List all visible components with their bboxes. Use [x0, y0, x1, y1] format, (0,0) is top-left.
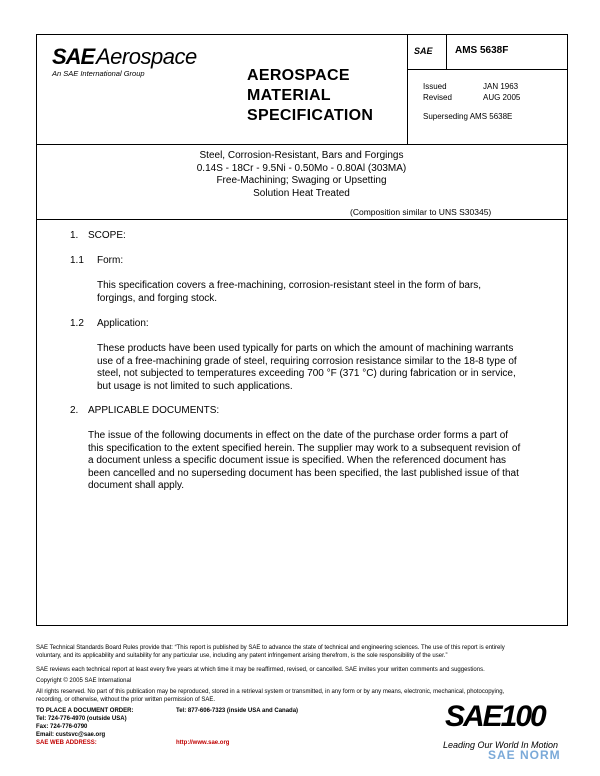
- issued-label: Issued: [423, 82, 447, 91]
- revised-date: AUG 2005: [483, 93, 521, 102]
- web-address-link[interactable]: http://www.sae.org: [176, 740, 230, 746]
- title-block-line-3: Free-Machining; Swaging or Upsetting: [216, 175, 387, 186]
- title-block-line-4: Solution Heat Treated: [253, 187, 350, 199]
- web-address-label: SAE WEB ADDRESS:: [36, 740, 97, 746]
- paragraph-line: This specification covers a free-machining, corrosion-resistant steel in the form of bars,: [97, 280, 482, 291]
- paragraph-line: steel, not subjected to temperatures exceeding 700 °F (371 °C) during fabrication or in service,: [97, 368, 516, 379]
- section-2-number: 2.: [70, 405, 79, 416]
- ams-number: AMS 5638F: [455, 45, 509, 56]
- issued-date: JAN 1963: [483, 82, 519, 91]
- section-1-2-paragraph: [97, 343, 517, 393]
- paragraph-line: a document unless a specific document issue is specified. When the referenced document has: [88, 455, 507, 466]
- section-1-1-heading: Form:: [97, 255, 124, 266]
- section-2-paragraph: [88, 430, 520, 493]
- copyright-note: Copyright © 2005 SAE International: [36, 678, 132, 684]
- document-type-title: [247, 66, 373, 126]
- rules-line: SAE Technical Standards Board Rules provide that: “This report is published by SAE to advance the state of technical and engineering sciences. The use of this report is entirely: [36, 645, 505, 651]
- review-note: SAE reviews each technical report at least every five years at which time it may be reaffirmed, revised, or cancelled. SAE invites your written comments and suggestions.: [36, 667, 485, 673]
- aerospace-logo-text: Aerospace: [96, 44, 197, 69]
- paragraph-line: been cancelled and no superseding document has been specified, the last published issue of that: [88, 467, 519, 479]
- rights-line: All rights reserved. No part of this publication may be reproduced, stored in a retrieval system or transmitted, in any form or by any means, electronic, mechanical, photocopying,: [36, 689, 505, 695]
- section-2-heading: APPLICABLE DOCUMENTS:: [88, 405, 220, 416]
- header-vertical-divider: [407, 34, 408, 144]
- section-1-2-heading: Application:: [97, 318, 149, 329]
- outside-phone: Tel: 724-776-4970 (outside USA): [36, 716, 127, 722]
- sae-norm-watermark: SAE NORM: [488, 748, 561, 762]
- rules-line: voluntary, and its applicability and suitability for any particular use, including any patent infringement arising therefrom, is the sole responsibility of the user.”: [36, 652, 448, 659]
- title-divider: [36, 219, 567, 220]
- title-line-1: AEROSPACE: [247, 67, 350, 84]
- composition-note: (Composition similar to UNS S30345): [350, 207, 492, 217]
- section-1-number: 1.: [70, 230, 79, 241]
- rights-line: recording, or otherwise, without the prior written permission of SAE.: [36, 696, 216, 703]
- title-block-line-1: Steel, Corrosion-Resistant, Bars and Forgings: [199, 150, 404, 161]
- paragraph-line: this specification to the extent specified herein. The supplier may work to a subsequent revision of: [88, 442, 521, 454]
- order-label: TO PLACE A DOCUMENT ORDER:: [36, 708, 134, 714]
- paragraph-line: The issue of the following documents in effect on the date of the purchase order forms a part of: [88, 430, 509, 441]
- paragraph-line: document shall apply.: [88, 480, 184, 491]
- section-1-heading: SCOPE:: [88, 230, 126, 241]
- section-1-2-number: 1.2: [70, 318, 84, 329]
- title-block-line-2: 0.14S - 18Cr - 9.5Ni - 0.50Mo - 0.80Al (303MA): [196, 162, 407, 174]
- email-link[interactable]: Email: custsvc@sae.org: [36, 732, 106, 738]
- section-1-1-paragraph: [97, 280, 481, 305]
- specification-title: [36, 150, 567, 200]
- paragraph-line: but usage is not limited to such applications.: [97, 380, 293, 392]
- title-line-2: MATERIAL: [247, 87, 331, 104]
- revised-label: Revised: [423, 93, 452, 102]
- sae-100-logo: SAE100: [445, 700, 545, 733]
- logo-subtitle: An SAE International Group: [52, 69, 145, 78]
- order-phone: Tel: 877-606-7323 (inside USA and Canada): [176, 708, 299, 714]
- paragraph-line: forgings, and forging stock.: [97, 292, 218, 304]
- sae-mini-logo: SAE: [414, 46, 433, 56]
- header-right-divider: [407, 69, 567, 70]
- section-1-1-number: 1.1: [70, 255, 84, 266]
- paragraph-line: These products have been used typically for parts on which the amount of machining warrants: [97, 343, 514, 354]
- sae-motto: Leading Our World In Motion: [443, 740, 559, 750]
- header-logo-divider: [446, 34, 447, 69]
- superseding-note: Superseding AMS 5638E: [423, 112, 513, 121]
- header-divider: [36, 144, 567, 145]
- standards-board-rules: [36, 645, 566, 660]
- fax-number: Fax: 724-776-0790: [36, 724, 88, 730]
- paragraph-line: use of a free-machining grade of steel, requiring corrosion resistance similar to the 18-8 type of: [97, 355, 517, 367]
- sae-logo: SAE: [52, 44, 95, 69]
- title-line-3: SPECIFICATION: [247, 107, 374, 124]
